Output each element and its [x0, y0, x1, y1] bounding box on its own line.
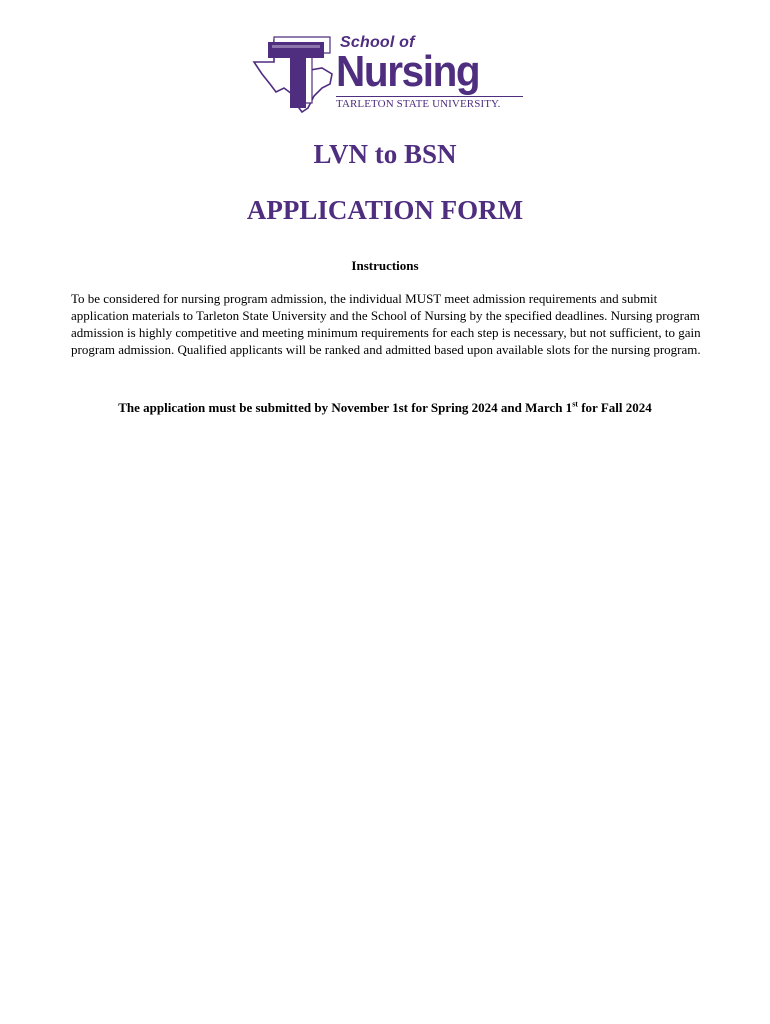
tarleton-t-texas-logo-icon [252, 34, 338, 114]
form-title-application: APPLICATION FORM [246, 195, 524, 225]
school-of-nursing-logo [252, 34, 528, 114]
form-title-program: LVN to BSN [313, 139, 457, 169]
logo-university-text: TARLETON STATE UNIVERSITY. [336, 98, 501, 110]
deadline-text-end: for Fall 2024 [577, 400, 652, 415]
logo-school-of-text: School of [340, 34, 415, 51]
deadline-text: The application must be submitted by November 1st for Spring 2024 and March 1 [118, 400, 573, 415]
instructions-body: To be considered for nursing program admission, the individual MUST meet admission requirements and submit application materials to Tarleton State University and the School of Nursing by the specified deadlines. Nursing program admission is highly competitive and meeting minimum requirements for each step is necessary, but not sufficient, to gain program admission. Qualified applicants will be ranked and admitted based upon available slots for the nursing program. [71, 291, 701, 357]
logo-nursing-text: Nursing [336, 47, 480, 96]
logo-divider [336, 96, 523, 97]
instructions-heading: Instructions [351, 258, 419, 273]
deadline-superscript: st [572, 399, 578, 409]
application-deadline [0, 400, 770, 416]
